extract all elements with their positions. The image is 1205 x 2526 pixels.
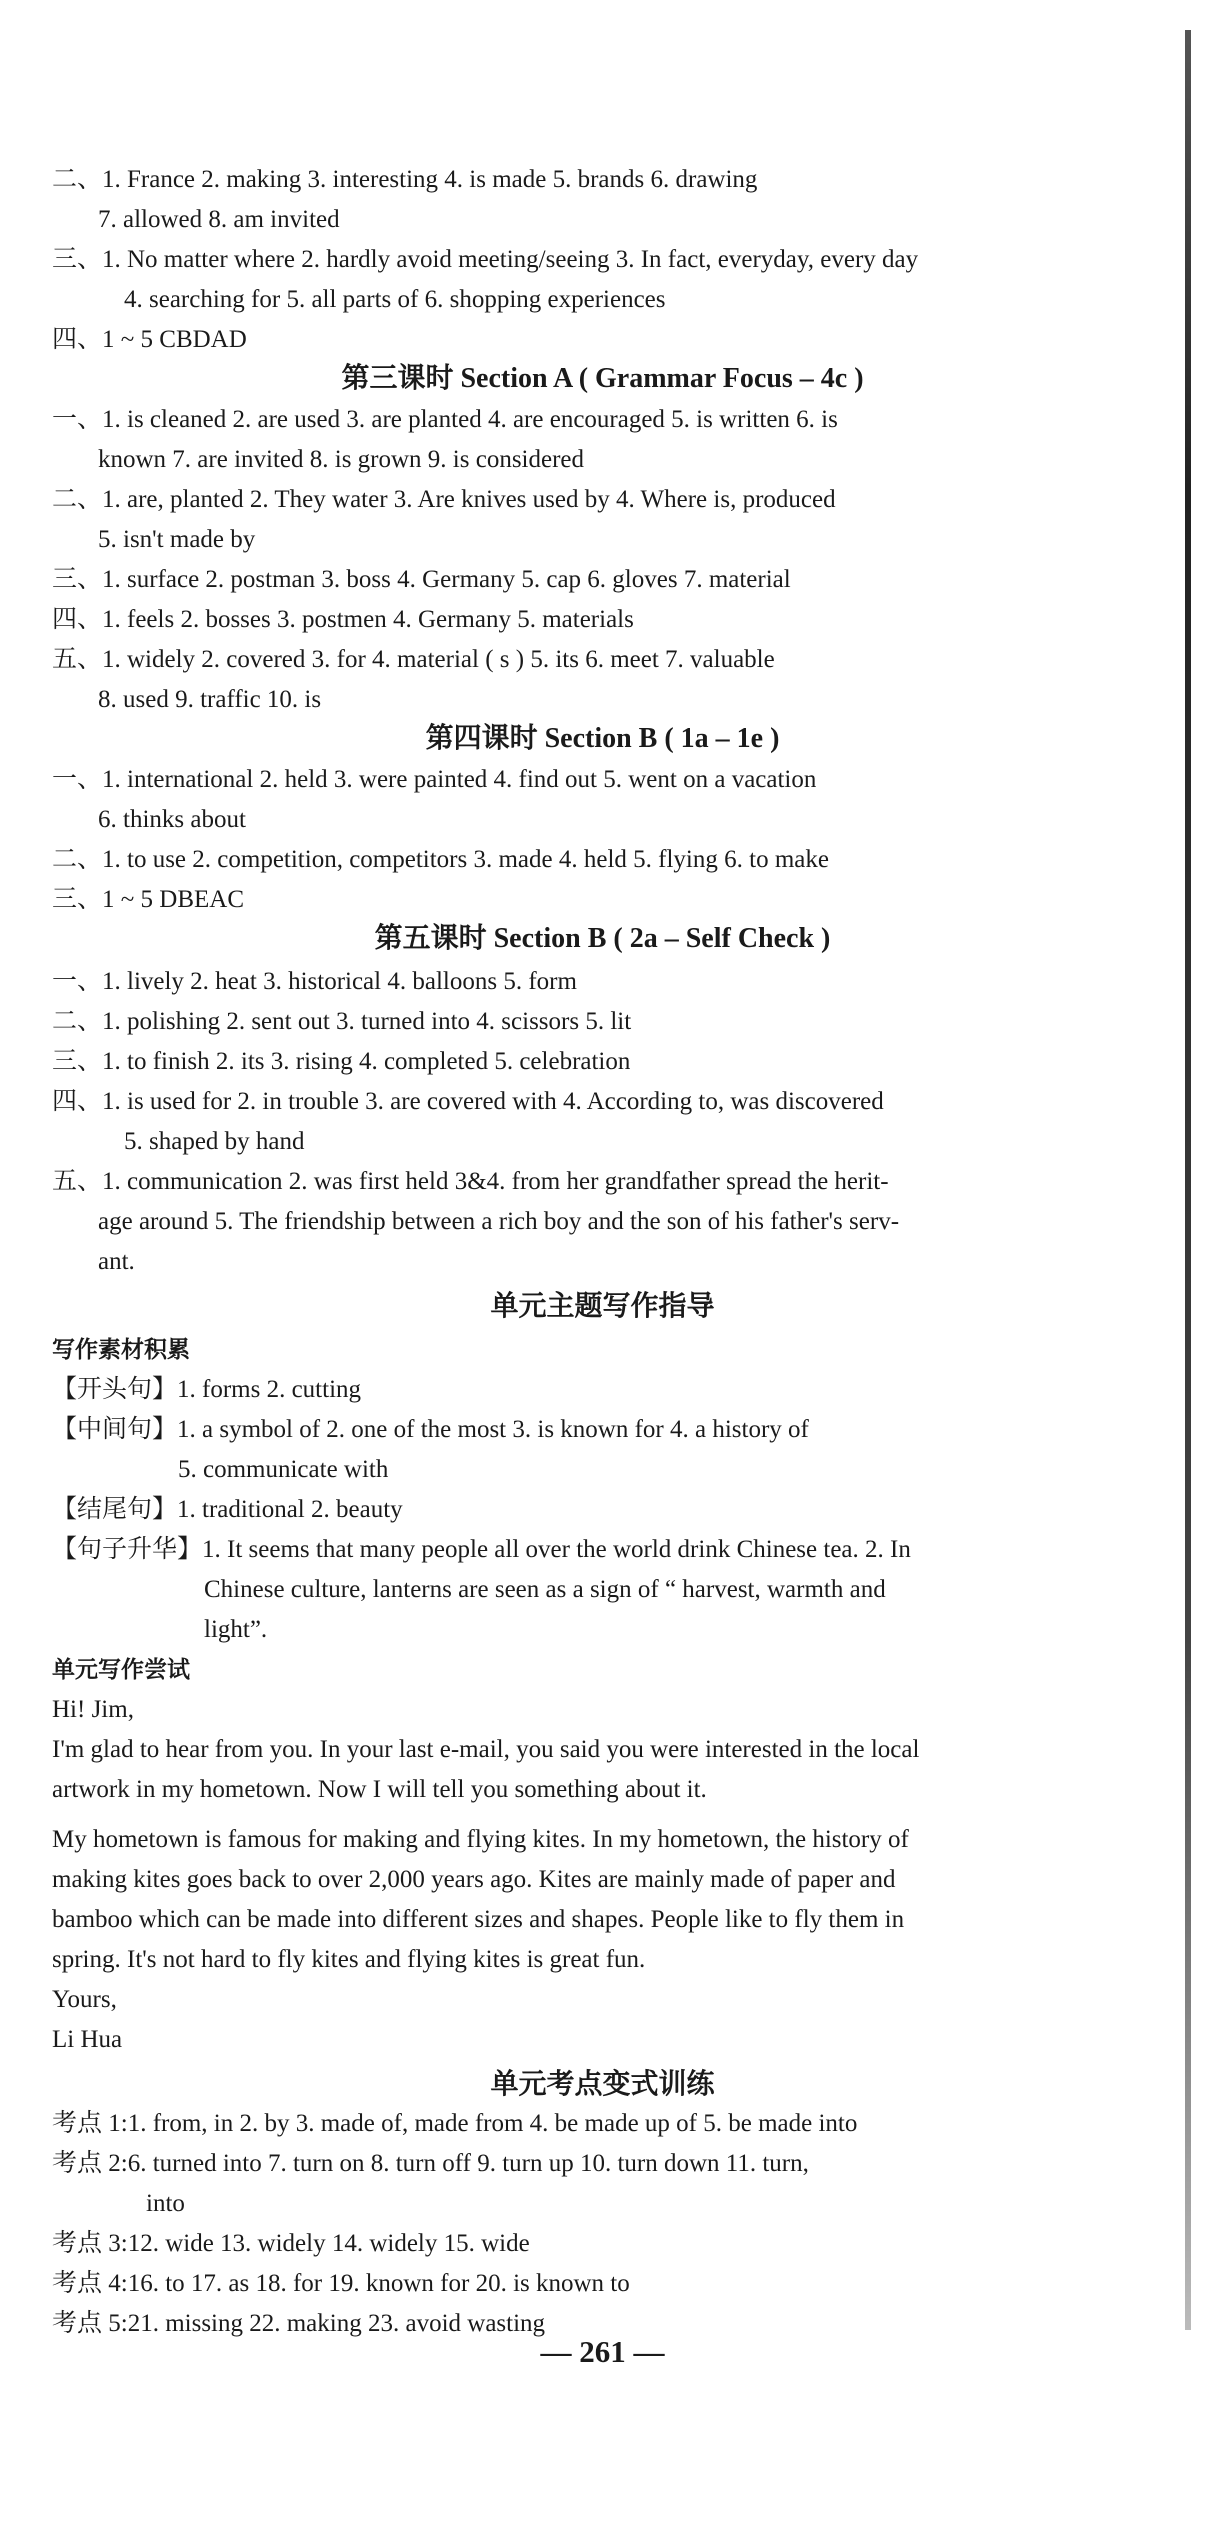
line: 四、1 ~ 5 CBDAD [52, 326, 247, 353]
line: 5. communicate with [178, 1456, 389, 1483]
line: 三、1. to finish 2. its 3. rising 4. completed 5. celebration [52, 1048, 631, 1075]
line: 三、1. No matter where 2. hardly avoid meeting/seeing 3. In fact, everyday, every day [52, 246, 919, 273]
line: 考点 5:21. missing 22. making 23. avoid wasting [52, 2310, 546, 2337]
line: 三、1 ~ 5 DBEAC [52, 886, 245, 913]
line: 四、1. feels 2. bosses 3. postmen 4. Germany 5. materials [52, 606, 634, 633]
line: ant. [98, 1248, 135, 1275]
subheading: 写作素材积累 [52, 1337, 190, 1363]
line: making kites goes back to over 2,000 years ago. Kites are mainly made of paper and [52, 1866, 896, 1893]
line: 二、1. polishing 2. sent out 3. turned into 4. scissors 5. lit [52, 1008, 632, 1035]
line: 【中间句】1. a symbol of 2. one of the most 3. is known for 4. a history of [52, 1416, 809, 1443]
line: 4. searching for 5. all parts of 6. shopping experiences [124, 286, 666, 313]
line: 考点 2:6. turned into 7. turn on 8. turn off 9. turn up 10. turn down 11. turn, [52, 2150, 809, 2177]
line: 一、1. international 2. held 3. were painted 4. find out 5. went on a vacation [52, 766, 817, 793]
line: 五、1. communication 2. was first held 3&4. from her grandfather spread the herit- [52, 1168, 889, 1195]
line: artwork in my hometown. Now I will tell you something about it. [52, 1776, 707, 1803]
line: 一、1. lively 2. heat 3. historical 4. balloons 5. form [52, 968, 577, 995]
line: 7. allowed 8. am invited [98, 206, 340, 233]
line: 一、1. is cleaned 2. are used 3. are planted 4. are encouraged 5. is written 6. is [52, 406, 838, 433]
line: 5. isn't made by [98, 526, 256, 553]
section-heading: 单元考点变式训练 [490, 2069, 715, 2100]
page-number: — 261 — [540, 2334, 665, 2369]
line: known 7. are invited 8. is grown 9. is considered [98, 446, 585, 473]
line: 考点 4:16. to 17. as 18. for 19. known for 20. is known to [52, 2270, 630, 2297]
line: 四、1. is used for 2. in trouble 3. are covered with 4. According to, was discovered [52, 1088, 884, 1115]
line: light”. [204, 1616, 268, 1643]
line: 6. thinks about [98, 806, 246, 833]
section-heading: 第三课时 Section A ( Grammar Focus – 4c ) [341, 363, 864, 394]
line: 二、1. are, planted 2. They water 3. Are knives used by 4. Where is, produced [52, 486, 836, 513]
line: I'm glad to hear from you. In your last e-mail, you said you were interested in the local [52, 1736, 920, 1763]
line: 五、1. widely 2. covered 3. for 4. material ( s ) 5. its 6. meet 7. valuable [52, 646, 775, 673]
section-heading: 第四课时 Section B ( 1a – 1e ) [425, 723, 780, 754]
line: Hi! Jim, [52, 1696, 134, 1723]
line: Yours, [52, 1986, 117, 2013]
line: 【结尾句】1. traditional 2. beauty [52, 1496, 403, 1523]
line: Chinese culture, lanterns are seen as a sign of “ harvest, warmth and [204, 1576, 886, 1603]
line: 考点 1:1. from, in 2. by 3. made of, made from 4. be made up of 5. be made into [52, 2110, 858, 2137]
line: 二、1. France 2. making 3. interesting 4. is made 5. brands 6. drawing [52, 166, 758, 193]
subheading: 单元写作尝试 [52, 1657, 190, 1683]
line: bamboo which can be made into different sizes and shapes. People like to fly them in [52, 1906, 905, 1933]
line: age around 5. The friendship between a rich boy and the son of his father's serv- [98, 1208, 900, 1235]
section-heading: 单元主题写作指导 [490, 1291, 715, 1322]
line: into [146, 2190, 185, 2217]
line: 8. used 9. traffic 10. is [98, 686, 322, 713]
line: 三、1. surface 2. postman 3. boss 4. Germany 5. cap 6. gloves 7. material [52, 566, 791, 593]
line: 考点 3:12. wide 13. widely 14. widely 15. wide [52, 2230, 530, 2257]
line: Li Hua [52, 2026, 123, 2053]
line: 【开头句】1. forms 2. cutting [52, 1376, 362, 1403]
section-heading: 第五课时 Section B ( 2a – Self Check ) [374, 923, 831, 954]
line: spring. It's not hard to fly kites and flying kites is great fun. [52, 1946, 646, 1973]
line: 二、1. to use 2. competition, competitors 3. made 4. held 5. flying 6. to make [52, 846, 829, 873]
line: 5. shaped by hand [124, 1128, 305, 1155]
line: 【句子升华】1. It seems that many people all over the world drink Chinese tea. 2. In [52, 1536, 911, 1563]
line: My hometown is famous for making and flying kites. In my hometown, the history of [52, 1826, 909, 1853]
